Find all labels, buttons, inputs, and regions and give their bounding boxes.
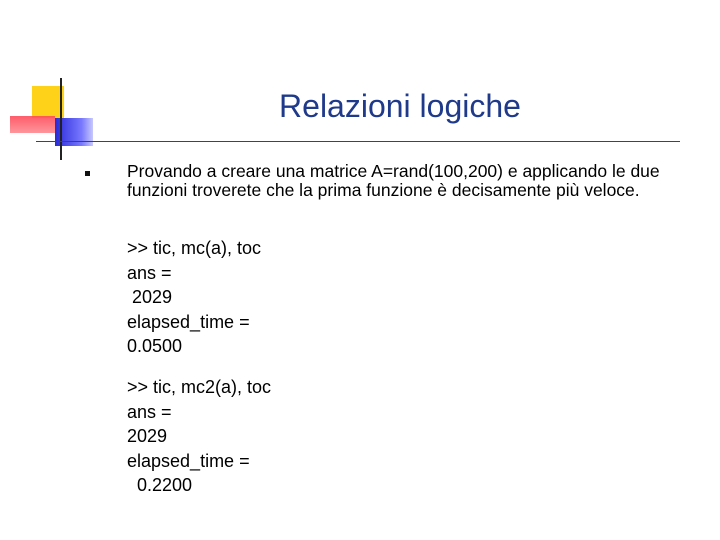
code-line: 2029 [127,287,173,307]
code-line: elapsed_time = [127,311,250,332]
bullet-square-icon [85,171,90,176]
code-line: 0.0500 [127,336,183,356]
code-line: ans = [127,401,172,422]
code-block-2 [127,375,271,498]
code-block-1 [127,236,261,359]
bullet-text: Provando a creare una matrice A=rand(100,200) e applicando le due funzioni troverete che la prima funzione è decisamente più veloce. [127,161,660,200]
decor-red-bar [10,116,55,133]
code-line: 2029 [127,426,168,446]
title-divider [36,141,680,142]
decor-vertical-line [60,78,62,160]
code-line: ans = [127,262,172,283]
slide-title: Relazioni logiche [279,88,521,124]
code-line: elapsed_time = [127,450,250,471]
code-line: >> tic, mc(a), toc [127,238,262,258]
code-line: 0.2200 [127,475,193,495]
code-line: >> tic, mc2(a), toc [127,377,272,397]
